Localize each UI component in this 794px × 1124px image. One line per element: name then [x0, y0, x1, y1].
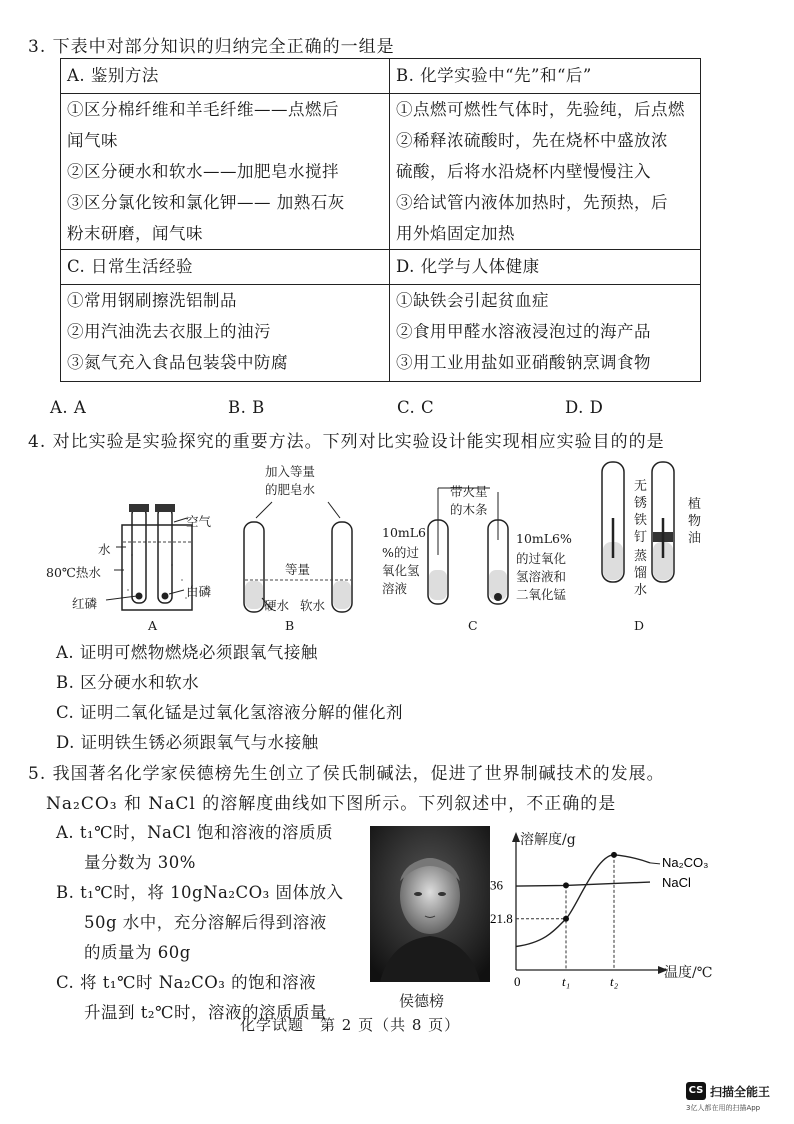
fig-c-right-label-2: 的过氧化 [516, 551, 567, 566]
q5-option-c-2: 升温到 t₂℃时，溶液的溶质质量 [84, 1003, 327, 1022]
cell-c-header: C. 日常生活经验 [61, 250, 390, 285]
text-line: ②食用甲醛水溶液浸泡过的海产品 [396, 322, 651, 341]
text-line: ①缺铁会引起贫血症 [396, 291, 549, 310]
q5-stem-line1: 5. 我国著名化学家侯德榜先生创立了侯氏制碱法，促进了世界制碱技术的发展。 [28, 764, 665, 784]
fig-b-hard-water-label: 硬水 [264, 598, 290, 613]
fig-d-water-label: 蒸 馏 水 [634, 549, 648, 598]
fig-c-stick-label-2: 的木条 [450, 502, 488, 517]
fig-c-right-label-3: 氢溶液和 [516, 569, 567, 584]
q5-option-b-1: B. t₁℃时，将 10gNa₂CO₃ 固体放入 [56, 883, 344, 902]
fig-c-left-label-2: %的过 [382, 545, 419, 560]
fig-a-air-label: 空气 [186, 514, 212, 529]
x-tick-label: 0 [514, 974, 521, 989]
fig-c-left-label-3: 氧化氢 [382, 563, 420, 578]
cell-b-body [390, 94, 701, 250]
x-tick-label: t₁ [562, 974, 571, 989]
fig-b-top-label-1: 加入等量 [265, 464, 316, 479]
q5-option-b-2: 50g 水中，充分溶解后得到溶液 [84, 913, 327, 932]
text-line: ①点燃可燃性气体时，先验纯，后点燃 [396, 100, 685, 119]
knowledge-table [60, 58, 701, 382]
text-line: 闻气味 [67, 131, 118, 150]
fig-a-white-p-label: 白磷 [186, 584, 212, 599]
fig-a-tag: A [148, 618, 158, 633]
series-na2co3-curve [516, 855, 650, 947]
q4-option-a: A. 证明可燃物燃烧必须跟氧气接触 [56, 643, 318, 662]
chart-ylabel: 溶解度/g [520, 832, 576, 848]
x-tick-label: t₂ [610, 974, 619, 989]
fig-b-tag: B [285, 618, 295, 633]
q3-option-b: B. B [228, 398, 265, 417]
fig-b-soft-water-label: 软水 [300, 598, 326, 613]
fig-c-right-label-1: 10mL6% [516, 531, 572, 546]
text-line: ②稀释浓硫酸时，先在烧杯中盛放浓 [396, 131, 668, 150]
text-line: ②用汽油洗去衣服上的油污 [67, 322, 271, 341]
portrait-caption: 侯德榜 [399, 992, 445, 1010]
y-axis-arrow [512, 832, 520, 842]
cell-b-header: B. 化学实验中“先”和“后” [390, 59, 701, 94]
q5-option-b-3: 的质量为 60g [84, 943, 191, 962]
fig-a-water-label: 水 [98, 542, 111, 557]
q3-option-a: A. A [50, 398, 87, 417]
y-tick-label: 21.8 [490, 910, 513, 926]
cell-a-header: A. 鉴别方法 [61, 59, 390, 94]
page-footer: 化学试题 第 2 页（共 8 页） [240, 1016, 461, 1034]
fig-b-top-label-2: 的肥皂水 [265, 482, 316, 497]
fig-c-left-label-1: 10mL6 [382, 525, 427, 540]
q3-option-c: C. C [397, 398, 435, 417]
fig-d-oil-label: 植 物 油 [688, 497, 702, 546]
portrait-photo [370, 826, 490, 982]
figure-c-tubes [420, 480, 530, 610]
fig-b-equal-label: 等量 [285, 562, 311, 577]
q4-option-d: D. 证明铁生锈必须跟氧气与水接触 [56, 733, 319, 752]
text-line: 用外焰固定加热 [396, 224, 515, 243]
fig-d-tag: D [634, 618, 645, 633]
fig-a-red-p-label: 红磷 [72, 596, 98, 611]
chart-xlabel: 温度/℃ [664, 965, 713, 981]
scanner-name: 扫描全能王 [710, 1085, 771, 1099]
data-point [563, 916, 569, 922]
cell-d-body [390, 285, 701, 382]
fig-c-tag: C [468, 618, 478, 633]
fig-d-nail-label: 无 锈 铁 钉 [634, 479, 648, 545]
cell-a-body [61, 94, 390, 250]
cell-c-body [61, 285, 390, 382]
text-line: ③区分氯化铵和氯化钾—— 加熟石灰 [67, 193, 345, 212]
text-line: ③氮气充入食品包装袋中防腐 [67, 353, 288, 372]
q3-option-d: D. D [565, 398, 604, 417]
text-line: 粉末研磨，闻气味 [67, 224, 203, 243]
fig-c-left-label-4: 溶液 [382, 581, 408, 596]
q5-option-a-1: A. t₁℃时，NaCl 饱和溶液的溶质质 [56, 823, 334, 842]
text-line: ③用工业用盐如亚硝酸钠烹调食物 [396, 353, 651, 372]
fig-c-right-label-4: 二氧化锰 [516, 587, 567, 602]
q5-option-c-1: C. 将 t₁℃时 Na₂CO₃ 的饱和溶液 [56, 973, 317, 992]
series-label-na2co3: Na₂CO₃ [662, 854, 709, 870]
cell-d-header: D. 化学与人体健康 [390, 250, 701, 285]
scanner-tagline: 3亿人都在用的扫描App [686, 1104, 761, 1112]
q5-option-a-2: 量分数为 30% [84, 853, 196, 872]
data-point [563, 882, 569, 888]
q5-stem-line2: Na₂CO₃ 和 NaCl 的溶解度曲线如下图所示。下列叙述中，不正确的是 [46, 794, 617, 814]
fig-a-hot-water-label: 80℃热水 [46, 565, 101, 580]
scanner-logo: CS [686, 1082, 706, 1100]
fig-c-stick-label-1: 带火星 [450, 484, 488, 499]
text-line: 硫酸，后将水沿烧杯内壁慢慢注入 [396, 162, 651, 181]
series-nacl-line [516, 882, 650, 886]
q3-stem: 3. 下表中对部分知识的归纳完全正确的一组是 [28, 37, 395, 57]
y-tick-label: 36 [490, 877, 503, 893]
q4-stem: 4. 对比实验是实验探究的重要方法。下列对比实验设计能实现相应实验目的的是 [28, 432, 665, 452]
q4-option-b: B. 区分硬水和软水 [56, 673, 200, 692]
leader-line [650, 863, 660, 864]
data-point [611, 852, 617, 858]
text-line: ③给试管内液体加热时，先预热，后 [396, 193, 668, 212]
text-line: ②区分硬水和软水——加肥皂水搅拌 [67, 162, 339, 181]
q4-option-c: C. 证明二氧化锰是过氧化氢溶液分解的催化剂 [56, 703, 404, 722]
text-line: ①常用钢刷擦洗铝制品 [67, 291, 237, 310]
series-label-nacl: NaCl [662, 875, 691, 891]
text-line: ①区分棉纤维和羊毛纤维——点燃后 [67, 100, 339, 119]
